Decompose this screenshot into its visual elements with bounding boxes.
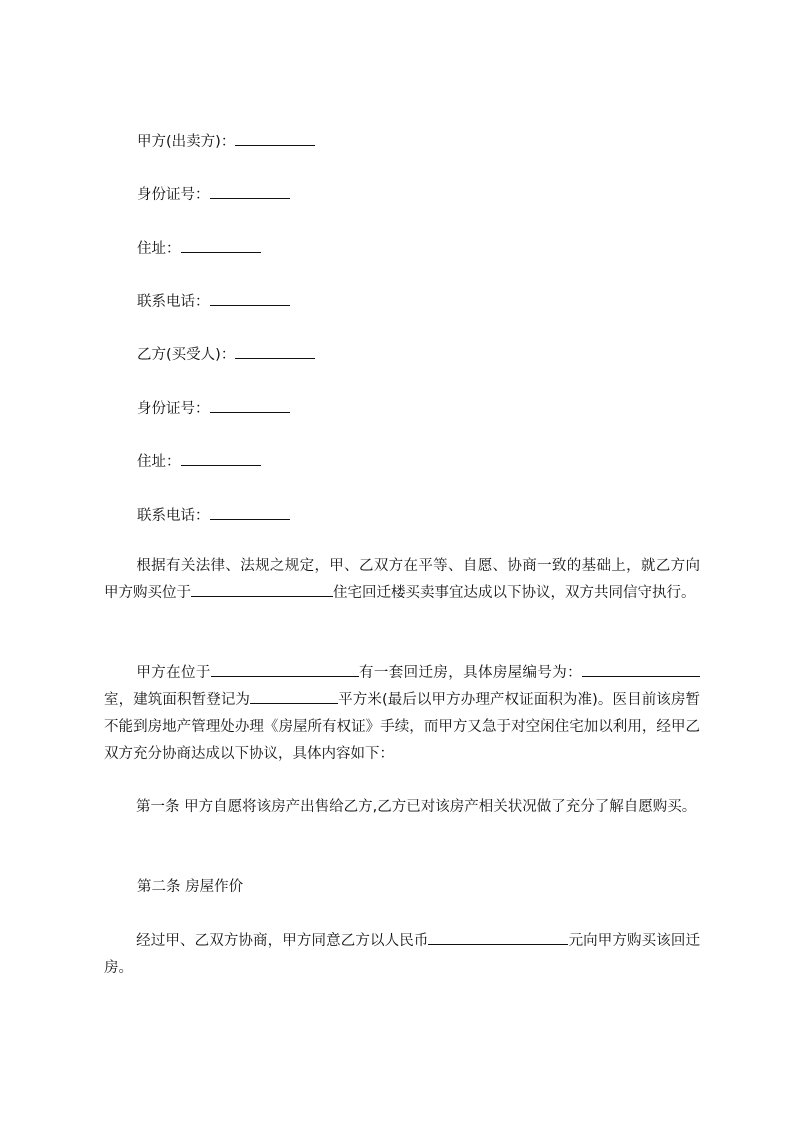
intro-text-2: 住宅回迁楼买卖事宜达成以下协议，双方共同信守执行。 [333,585,696,601]
party-b-address-blank[interactable] [181,451,261,466]
party-a-address-row [137,238,261,259]
party-a-id-row [137,184,290,205]
price-text-1: 经过甲、乙双方协商，甲方同意乙方以人民币 [136,933,429,949]
price-paragraph [104,928,700,982]
intro-location-blank[interactable] [191,582,333,597]
party-b-id-label: 身份证号： [137,401,210,417]
party-a-name-blank[interactable] [235,131,315,146]
property-text-4: 平方米(最后以甲方办理产权证面积为准)。医目前该房暂不能到房地产管理处办理《房屋所有权证》手续，而甲方又急于对空闲住宅加以利用，经甲乙双方充分协商达成以下协议，具体内容如下： [104,692,701,762]
party-a-address-label: 住址： [137,241,181,257]
property-location-blank[interactable] [211,662,359,677]
party-b-name-blank[interactable] [235,344,315,359]
party-b-title: 乙方(买受人)： [137,347,236,363]
price-text-2: 元向甲方购买该回迁房。 [104,933,701,976]
party-b-id-row [137,398,290,419]
party-b-id-blank[interactable] [210,398,290,413]
article-1-text: 第一条 甲方自愿将该房产出售给乙方,乙方已对该房产相关状况做了充分了解自愿购买。 [136,799,697,815]
party-a-phone-blank[interactable] [210,291,290,306]
property-text-2: 有一套回迁房，具体房屋编号为： [358,665,583,681]
party-a-id-label: 身份证号： [137,187,210,203]
property-text-1: 甲方在位于 [136,665,211,681]
party-a-title: 甲方(出卖方)： [137,134,236,150]
article-2-heading: 第二条 房屋作价 [137,879,244,895]
party-b-title-row [137,344,315,365]
party-a-title-row [137,131,315,152]
party-a-phone-label: 联系电话： [137,294,210,310]
party-a-phone-row [137,291,290,312]
party-b-phone-blank[interactable] [210,505,290,520]
property-number-blank[interactable] [582,662,700,677]
party-b-address-row [137,451,261,472]
property-area-blank[interactable] [250,689,338,704]
intro-paragraph [104,553,700,607]
article-1 [104,794,700,821]
party-a-address-blank[interactable] [181,238,261,253]
party-b-phone-row [137,505,290,526]
property-text-3: 室，建筑面积暂登记为 [104,692,251,708]
party-b-address-label: 住址： [137,454,181,470]
party-a-id-blank[interactable] [210,184,290,199]
property-paragraph [104,660,700,768]
party-b-phone-label: 联系电话： [137,508,210,524]
price-amount-blank[interactable] [428,930,568,945]
intro-text-1: 根据有关法律、法规之规定，甲、乙双方在平等、自愿、协商一致的基础上，就乙方向甲方购买位于 [104,558,700,601]
